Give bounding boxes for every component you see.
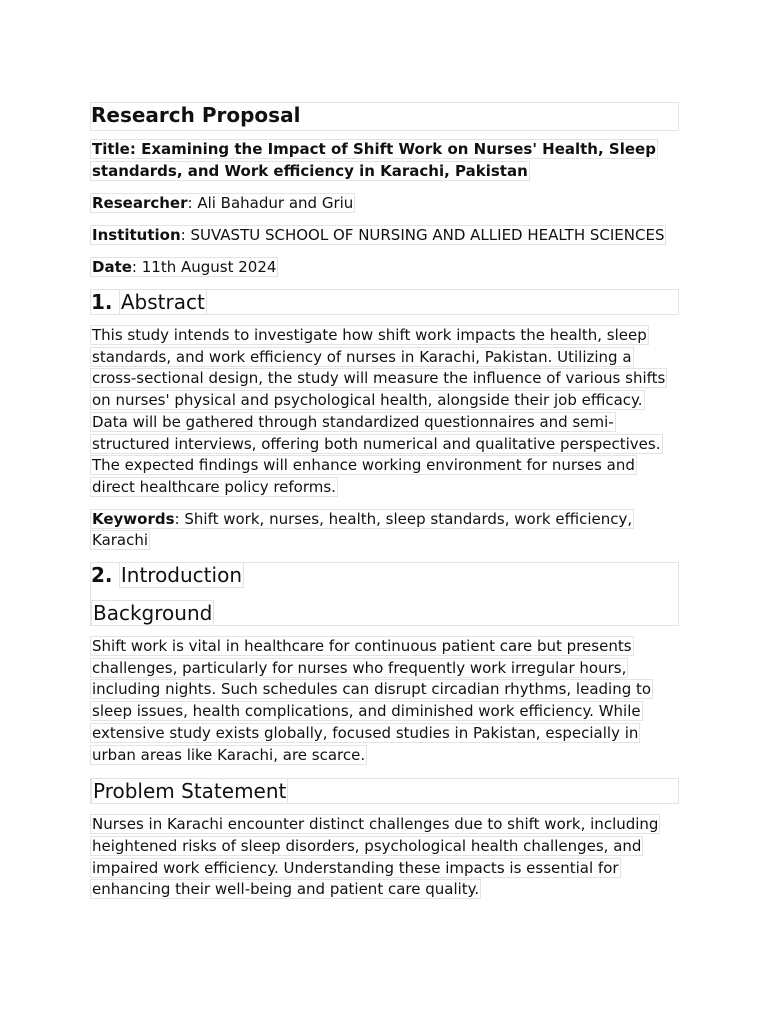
introduction-heading: Introduction	[120, 563, 242, 588]
background-line: sleep issues, health complications, and diminished work efficiency. While	[92, 702, 641, 721]
problem-line: impaired work efficiency. Understanding these impacts is essential for	[92, 858, 619, 877]
keywords-value-1: : Shift work, nurses, health, sleep standards, work efficiency,	[174, 509, 633, 528]
date-value: : 11th August 2024	[131, 258, 277, 276]
background-heading: Background	[93, 601, 213, 626]
keywords-label: Keywords	[92, 509, 175, 528]
abstract-line: on nurses' physical and psychological health, alongside their job efficacy.	[92, 391, 643, 410]
problem-statement-paragraph	[90, 814, 679, 901]
keywords-line-2: Karachi	[92, 531, 149, 550]
date-line	[90, 257, 278, 277]
problem-line: enhancing their well-being and patient care quality.	[92, 880, 480, 899]
problem-line: Nurses in Karachi encounter distinct challenges due to shift work, including	[92, 815, 659, 834]
background-line: Shift work is vital in healthcare for continuous patient care but presents	[92, 637, 632, 656]
abstract-line: cross-sectional design, the study will measure the influence of various shifts	[92, 369, 666, 388]
introduction-heading-box	[90, 562, 679, 626]
abstract-line: Data will be gathered through standardized questionnaires and semi-	[92, 412, 614, 431]
introduction-heading-row	[91, 563, 244, 587]
researcher-value: : Ali Bahadur and Griu	[187, 194, 354, 212]
document-heading: Research Proposal	[91, 103, 301, 127]
institution-value: : SUVASTU SCHOOL OF NURSING AND ALLIED HEALTH SCIENCES	[180, 226, 665, 244]
background-line: including nights. Such schedules can disrupt circadian rhythms, leading to	[92, 680, 652, 699]
background-heading-row	[91, 601, 214, 625]
researcher-line	[90, 193, 355, 213]
institution-line	[90, 225, 666, 245]
abstract-heading: Abstract	[120, 290, 205, 314]
background-paragraph	[90, 636, 679, 766]
abstract-heading-box	[90, 289, 679, 315]
date-label: Date	[92, 258, 132, 276]
keywords-line-1	[90, 509, 634, 529]
abstract-paragraph	[90, 325, 679, 499]
abstract-line: direct healthcare policy reforms.	[92, 477, 336, 496]
abstract-line: standards, and work efficiency of nurses in Karachi, Pakistan. Utilizing a	[92, 347, 632, 366]
problem-line: heightened risks of sleep disorders, psychological health challenges, and	[92, 836, 642, 855]
abstract-line: structured interviews, offering both numerical and qualitative perspectives.	[92, 434, 661, 453]
researcher-label: Researcher	[92, 194, 188, 212]
abstract-line: The expected findings will enhance working environment for nurses and	[92, 456, 635, 475]
title-block	[90, 138, 679, 182]
problem-statement-heading-box	[90, 778, 679, 804]
institution-label: Institution	[92, 226, 181, 244]
date-row	[90, 256, 679, 278]
title-line-1	[90, 139, 658, 181]
background-line: challenges, particularly for nurses who frequently work irregular hours,	[92, 658, 627, 677]
document-page	[90, 102, 679, 901]
background-line: extensive study exists globally, focused studies in Pakistan, especially in	[92, 723, 639, 742]
title-label: Title	[92, 140, 130, 158]
title-text: : Examining the Impact of Shift Work on Nurses' Health, Sleep standards, and Work efficiency in Karachi, Pakistan	[92, 140, 656, 180]
heading-box	[90, 102, 679, 131]
background-line: urban areas like Karachi, are scarce.	[92, 745, 366, 764]
problem-statement-heading: Problem Statement	[93, 779, 287, 804]
keywords-paragraph	[90, 509, 679, 552]
abstract-line: This study intends to investigate how shift work impacts the health, sleep	[92, 326, 647, 344]
introduction-number: 2.	[91, 563, 113, 588]
institution-row	[90, 224, 679, 246]
researcher-row	[90, 192, 679, 214]
abstract-number: 1.	[91, 290, 113, 314]
